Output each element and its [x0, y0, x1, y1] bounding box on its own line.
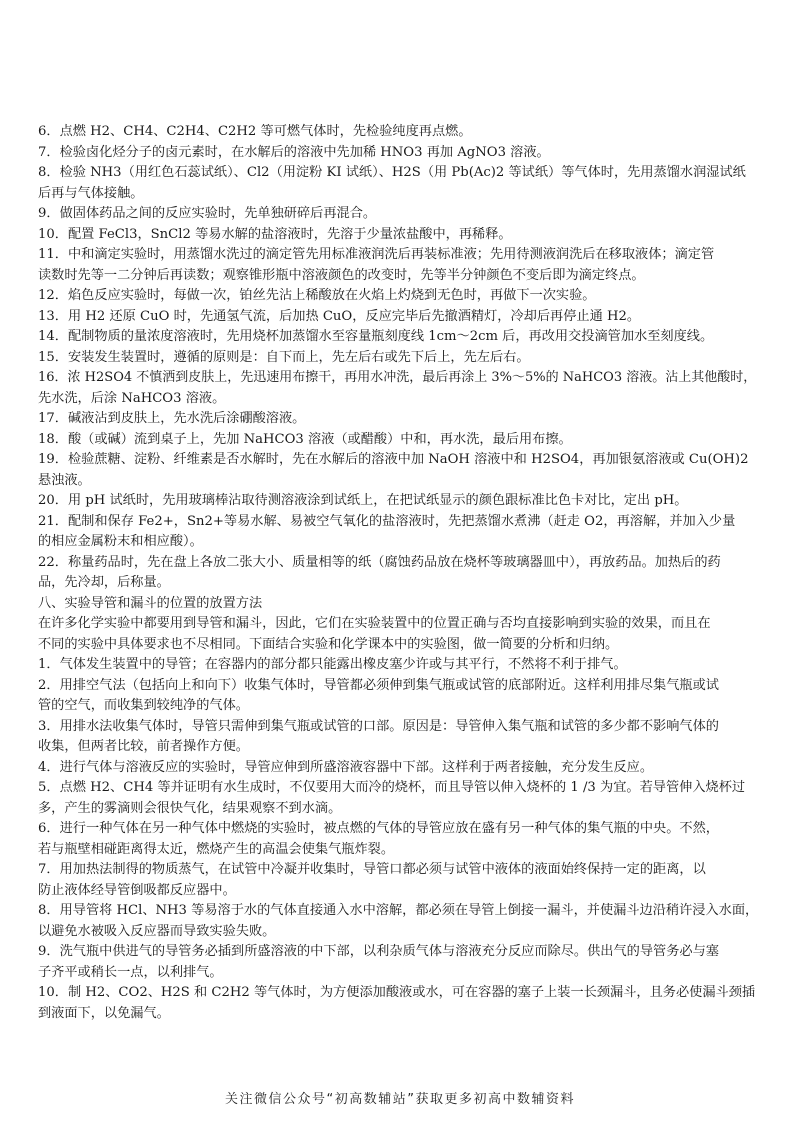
text-line: 12．焰色反应实验时，每做一次，铂丝先沾上稀酸放在火焰上灼烧到无色时，再做下一次实验。	[38, 288, 596, 303]
text-line: 16．浓 H2SO4 不慎洒到皮肤上，先迅速用布擦干，再用水冲洗，最后再涂上 3%～5%的 NaHCO3 溶液。沾上其他酸时，	[38, 370, 757, 385]
text-line: 品，先冷却，后称量。	[38, 575, 170, 590]
text-line: 子齐平或稍长一点，以利排气。	[38, 964, 223, 980]
text-line: 6．进行一种气体在另一种气体中燃烧的实验时，被点燃的气体的导管应放在盛有另一种气体的集气瓶的中央。不然，	[38, 821, 719, 836]
text-line: 22．称量药品时，先在盘上各放二张大小、质量相等的纸（腐蚀药品放在烧杯等玻璃器皿中），再放药品。加热后的药	[38, 554, 721, 570]
text-line: 7．检验卤化烃分子的卤元素时，在水解后的溶液中先加稀 HNO3 再加 AgNO3 溶液。	[38, 144, 550, 160]
text-line: 10．制 H2、CO2、H2S 和 C2H2 等气体时，为方便添加酸液或水，可在容器的塞子上装一长颈漏斗，且务必使漏斗颈插	[38, 985, 756, 1000]
text-line: 14．配制物质的量浓度溶液时，先用烧杯加蒸馏水至容量瓶刻度线 1cm～2cm 后，再改用交投滴管加水至刻度线。	[38, 329, 714, 344]
text-line: 管的空气，而收集到较纯净的气体。	[38, 698, 249, 713]
text-line: 1．气体发生装置中的导管；在容器内的部分都只能露出橡皮塞少许或与其平行，不然将不利于排气。	[38, 657, 627, 672]
text-line: 8．用导管将 HCl、NH3 等易溶于水的气体直接通入水中溶解，都必须在导管上倒接一漏斗，并使漏斗边沿稍许浸入水面，	[38, 903, 759, 918]
text-line: 6．点燃 H2、CH4、C2H4、C2H2 等可燃气体时，先检验纯度再点燃。	[38, 124, 472, 139]
text-line: 18．酸（或碱）流到桌子上，先加 NaHCO3 溶液（或醋酸）中和，再水洗，最后用布擦。	[38, 431, 572, 447]
text-line: 21．配制和保存 Fe2+，Sn2+等易水解、易被空气氧化的盐溶液时，先把蒸馏水煮沸（赶走 O2，再溶解，并加入少量	[38, 513, 736, 529]
text-line: 先水洗，后涂 NaHCO3 溶液。	[38, 390, 226, 406]
text-line: 收集，但两者比较，前者操作方便。	[38, 739, 249, 754]
text-line: 9．洗气瓶中供进气的导管务必插到所盛溶液的中下部，以利杂质气体与溶液充分反应而除尽。供出气的导管务必与塞	[38, 944, 719, 959]
text-line: 悬浊液。	[38, 472, 91, 488]
text-line: 17．碱液沾到皮肤上，先水洗后涂硼酸溶液。	[38, 411, 306, 426]
text-line: 20．用 pH 试纸时，先用玻璃棒沾取待测溶液涂到试纸上，在把试纸显示的颜色跟标准比色卡对比，定出 pH。	[38, 493, 688, 508]
text-line: 2．用排空气法（包括向上和向下）收集气体时，导管都必须伸到集气瓶或试管的底部附近。这样利用排尽集气瓶或试	[38, 677, 719, 693]
text-line: 5．点燃 H2、CH4 等并证明有水生成时，不仅要用大而冷的烧杯，而且导管以伸入烧杯的 1 /3 为宜。若导管伸入烧杯过	[38, 780, 746, 795]
text-line: 读数时先等一二分钟后再读数；观察锥形瓶中溶液颜色的改变时，先等半分钟颜色不变后即为滴定终点。	[38, 267, 645, 283]
text-line: 4．进行气体与溶液反应的实验时，导管应伸到所盛溶液容器中下部。这样利于两者接触，充分发生反应。	[38, 759, 654, 775]
text-line: 的相应金属粉末和相应酸）。	[38, 534, 203, 549]
text-line: 7．用加热法制得的物质蒸气，在试管中冷凝并收集时，导管口都必须与试管中液体的液面始终保持一定的距离，以	[38, 862, 706, 877]
text-line: 在许多化学实验中都要用到导管和漏斗，因此，它们在实验装置中的位置正确与否均直接影响到实验的效果，而且在	[38, 616, 711, 631]
text-line: 以避免水被吸入反应器而导致实验失败。	[38, 923, 276, 939]
text-line: 3．用排水法收集气体时，导管只需伸到集气瓶或试管的口部。原因是：导管伸入集气瓶和试管的多少都不影响气体的	[38, 718, 719, 734]
text-line: 11．中和滴定实验时，用蒸馏水洗过的滴定管先用标准液润洗后再装标准液；先用待测液润洗后在移取液体；滴定管	[38, 247, 715, 262]
text-line: 10．配置 FeCl3，SnCl2 等易水解的盐溶液时，先溶于少量浓盐酸中，再稀释。	[38, 226, 512, 242]
text-line: 后再与气体接触。	[38, 185, 144, 201]
text-line: 不同的实验中具体要求也不尽相同。下面结合实验和化学课本中的实验图，做一简要的分析和归纳。	[38, 636, 619, 652]
text-line: 13．用 H2 还原 CuO 时，先通氢气流，后加热 CuO，反应完毕后先撤酒精灯，冷却后再停止通 H2。	[38, 308, 641, 324]
text-line: 19．检验蔗糖、淀粉、纤维素是否水解时，先在水解后的溶液中加 NaOH 溶液中和 H2SO4，再加银氨溶液或 Cu(OH)2	[38, 452, 749, 467]
text-line: 8．检验 NH3（用红色石蕊试纸）、Cl2（用淀粉 KI 试纸）、H2S（用 Pb(Ac)2 等试纸）等气体时，先用蒸馏水润湿试纸	[38, 165, 746, 180]
text-line: 八、实验导管和漏斗的位置的放置方法	[38, 595, 263, 611]
text-line: 到液面下，以免漏气。	[38, 1005, 170, 1021]
document-body	[38, 122, 764, 1024]
footer-note: 关注微信公众号“初高数辅站”获取更多初高中数辅资料	[225, 1092, 575, 1107]
text-line: 若与瓶壁相碰距离得太近，燃烧产生的高温会使集气瓶炸裂。	[38, 841, 395, 857]
text-line: 9．做固体药品之间的反应实验时，先单独研碎后再混合。	[38, 206, 377, 221]
text-line: 15．安装发生装置时，遵循的原则是：自下而上，先左后右或先下后上，先左后右。	[38, 349, 530, 365]
text-line: 多，产生的雾滴则会很快气化，结果观察不到水滴。	[38, 800, 342, 816]
text-line: 防止液体经导管倒吸都反应器中。	[38, 882, 236, 898]
